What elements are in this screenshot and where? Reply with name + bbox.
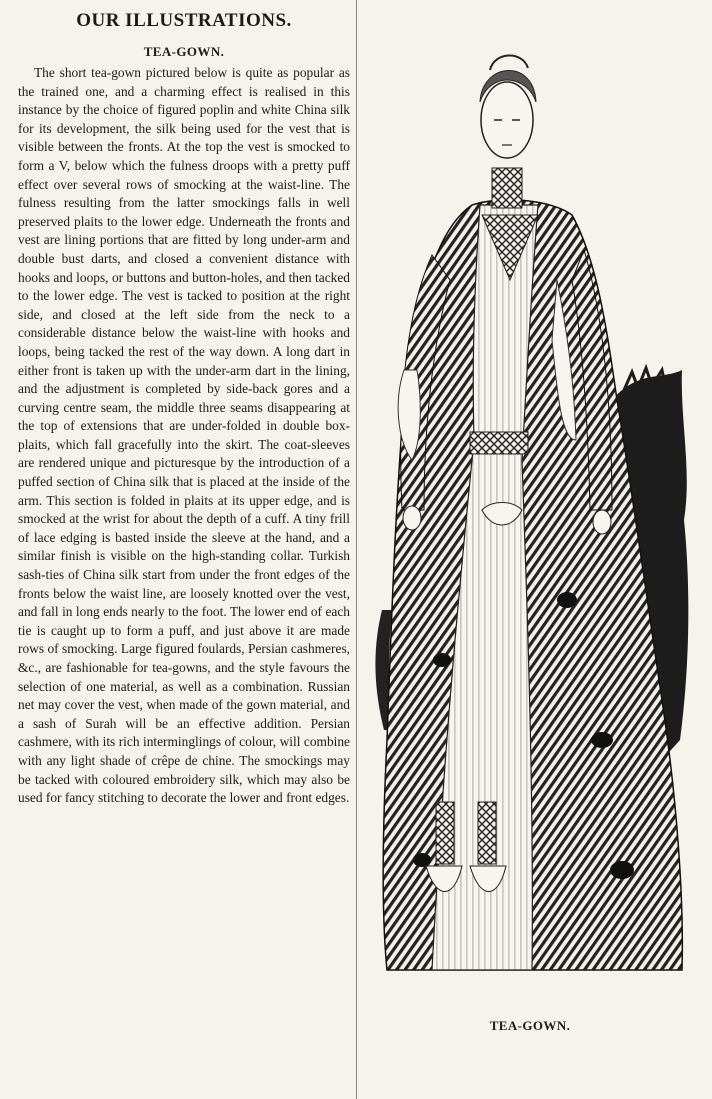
right-hand xyxy=(593,510,611,534)
section-heading: OUR ILLUSTRATIONS. xyxy=(76,10,292,31)
article-body: The short tea-gown pictured below is quite as popular as the trained one, and a charming effect is realised in this instance by the choice of figured poplin and white China silk for its development, the silk being used for the vest that is visible between the fronts. At the top the vest is smocked to form a V, below which the fulness droops with a pretty puff effect over several rows of smocking at the waist-line. The fulness resulting from the latter smockings falls in well preserved plaits to the lower edge. Underneath the fronts and vest are lining portions that are fitted by long under-arm and double bust darts, and closed a convenient distance with hooks and loops, or buttons and button-holes, and then tacked to the lower edge. The vest is tacked to position at the right side, and closed at the left side from the neck to a considerable distance below the waist-line with hooks and loops, being tacked the rest of the way down. A long dart in either front is taken up with the under-arm dart in the lining, and the adjustment is completed by side-back gores and a curving centre seam, the middle three seams disappearing at the top of extensions that are under-folded in double box-plaits, which fall gracefully into the skirt. The coat-sleeves are rendered unique and picturesque by the introduction of a puffed section of China silk that is placed at the inside of the arm. This section is folded in plaits at its upper edge, and is smocked at the wrist for about the depth of a cuff. A tiny frill of lace edging is basted inside the sleeve at the hand, and a similar finish is visible on the high-standing collar. Turkish sash-ties of China silk start from under the front edges of the fronts below the waist line, are loosely knotted over the vest, and fall in long ends nearly to the foot. The lower end of each tie is caught up to form a puff, and just above it are made rows of smocking. Large figured foulards, Persian cashmeres, &c., are fashionable for tea-gowns, and the style favours the selection of one material, as well as a combination. Russian net may cover the vest, when made of the gown material, and a sash of Surah will be an effective addition. Persian cashmere, with its rich interminglings of colour, will combine with any light shade of crêpe de chine. The smockings may be tacked with coloured embroidery silk, which may also be used for fancy stitching to decorate the lower and front edges. xyxy=(18,65,350,806)
tea-gown-illustration xyxy=(362,40,698,1000)
left-hand xyxy=(403,506,421,530)
illustration-caption: TEA-GOWN. xyxy=(489,1018,571,1033)
article-title: TEA-GOWN. xyxy=(143,44,225,59)
figure-head xyxy=(480,55,536,208)
column-divider xyxy=(356,0,357,1099)
